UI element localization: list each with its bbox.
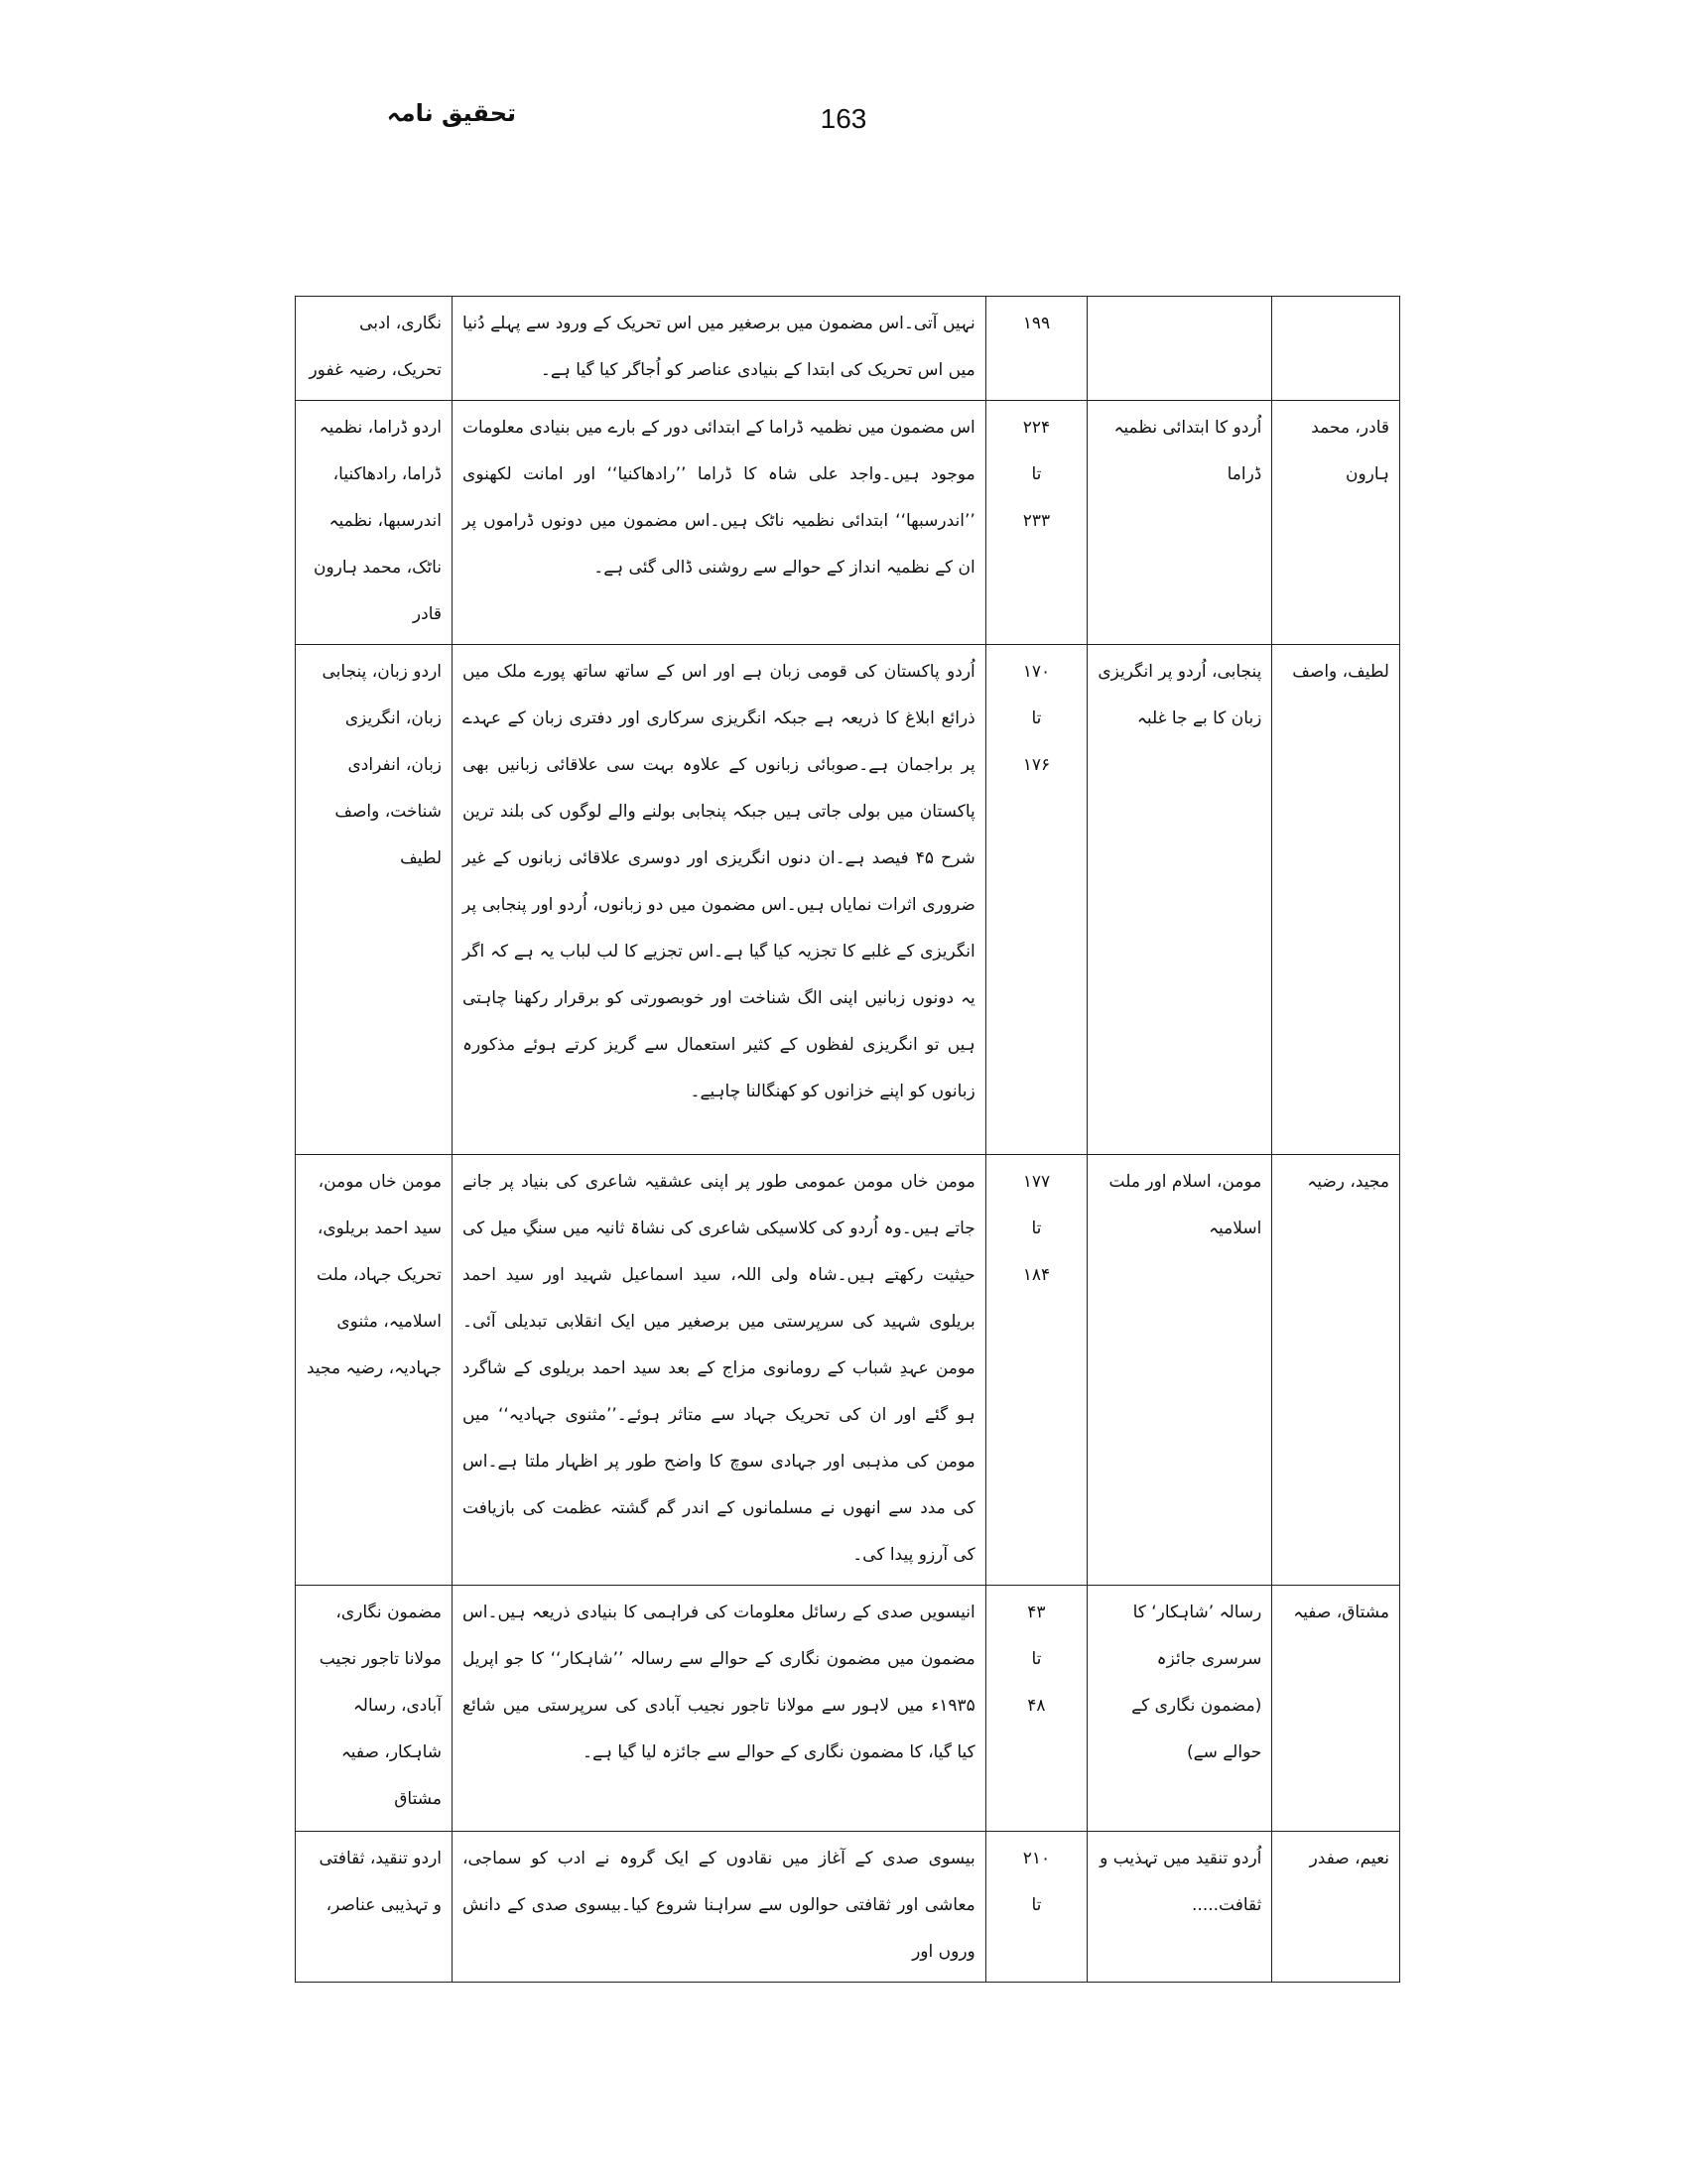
pages-cell [985,1155,1087,1586]
table-row [296,401,1400,645]
page-range-end: ۲۳۳ [1022,511,1051,531]
page-range-start: ۱۷۷ [1022,1172,1051,1192]
author-cell: مشتاق، صفیہ [1272,1586,1400,1832]
page-range-start: ۴۳ [1027,1603,1046,1622]
pages-cell [985,297,1087,401]
title-cell: پنجابی، اُردو پر انگریزی زبان کا بے جا غلبہ [1088,645,1272,1155]
keywords-cell: مضمون نگاری، مولانا تاجور نجیب آبادی، رسالہ شاہکار، صفیہ مشتاق [296,1586,453,1832]
page-range-start: ۲۱۰ [1022,1849,1051,1868]
title-cell: مومن، اسلام اور ملت اسلامیہ [1088,1155,1272,1586]
summary-cell: نہیں آتی۔اس مضمون میں برصغیر میں اس تحریک کے ورود سے پہلے دُنیا میں اس تحریک کی ابتدا کے بنیادی عناصر کو اُجاگر کیا گیا ہے۔ [453,297,986,401]
summary-cell: انیسویں صدی کے رسائل معلومات کی فراہمی کا بنیادی ذریعہ ہیں۔اس مضمون میں مضمون نگاری کے حوالے سے رسالہ ’’شاہکار‘‘ کا جو اپریل ۱۹۳۵ء میں لاہور سے مولانا تاجور نجیب آبادی کی سرپرستی میں شائع کیا گیا، کا مضمون نگاری کے حوالے سے جائزہ لیا گیا ہے۔ [453,1586,986,1832]
article-index-table [295,296,1400,1983]
author-cell [1272,297,1400,401]
table-row [296,1155,1400,1586]
title-cell: رسالہ ’شاہکار‘ کا سرسری جائزہ (مضمون نگاری کے حوالے سے) [1088,1586,1272,1832]
summary-cell: بیسوی صدی کے آغاز میں نقادوں کے ایک گروہ نے ادب کو سماجی، معاشی اور ثقافتی حوالوں سے سراہنا شروع کیا۔بیسوی صدی کے دانش وروں اور [453,1832,986,1983]
title-cell: اُردو تنقید میں تہذیب و ثقافت..... [1088,1832,1272,1983]
page-range-start: ۲۲۴ [1022,418,1051,438]
pages-cell [985,1586,1087,1832]
keywords-cell: اردو زبان، پنجابی زبان، انگریزی زبان، انفرادی شناخت، واصف لطیف [296,645,453,1155]
pages-cell [985,645,1087,1155]
page-range-separator: تا [1031,1895,1042,1915]
table-row [296,297,1400,401]
table-row [296,645,1400,1155]
author-cell: مجید، رضیہ [1272,1155,1400,1586]
keywords-cell: اردو ڈراما، نظمیہ ڈراما، رادھاکنیا، اندرسبھا، نظمیہ ناٹک، محمد ہارون قادر [296,401,453,645]
page-range-separator: تا [1031,464,1042,484]
page-number: 163 [820,103,867,134]
keywords-cell: نگاری، ادبی تحریک، رضیہ غفور [296,297,453,401]
summary-cell: اُردو پاکستان کی قومی زبان ہے اور اس کے ساتھ ساتھ پورے ملک میں ذرائع ابلاغ کا ذریعہ ہے جبکہ انگریزی سرکاری اور دفتری زبان کے عہدے پر براجمان ہے۔صوبائی زبانوں کے علاوہ بہت سی علاقائی زبانیں بھی پاکستان میں بولی جاتی ہیں جبکہ پنجابی بولنے والے لوگوں کی بلند ترین شرح ۴۵ فیصد ہے۔ان دنوں انگریزی اور دوسری علاقائی زبانوں کے غیر ضروری اثرات نمایاں ہیں۔اس مضمون میں دو زبانوں، اُردو اور پنجابی پر انگریزی کے غلبے کا تجزیہ کیا گیا ہے۔اس تجزیے کا لب لباب یہ ہے کہ اگر یہ دونوں زبانیں اپنی الگ شناخت اور خوبصورتی کو برقرار رکھنا چاہتی ہیں تو انگریزی لفظوں کے کثیر استعمال سے گریز کرتے ہوئے مذکورہ زبانوں کو اپنے خزانوں کو کھنگالنا چاہیے۔ [453,645,986,1155]
author-cell: نعیم، صفدر [1272,1832,1400,1983]
page-range-end: ۱۸۴ [1022,1265,1051,1285]
page-range-separator: تا [1031,708,1042,728]
summary-cell: مومن خاں مومن عمومی طور پر اپنی عشقیہ شاعری کی بنیاد پر جانے جاتے ہیں۔وہ اُردو کی کلاسیکی شاعری کی نشاۃ ثانیہ میں سنگِ میل کی حیثیت رکھتے ہیں۔شاہ ولی اللہ، سید اسماعیل شہید اور سید احمد بریلوی شہید کی سرپرستی میں برصغیر میں ایک انقلابی تبدیلی آئی۔مومن عہدِ شباب کے رومانوی مزاج کے بعد سید احمد بریلوی کے شاگرد ہو گئے اور ان کی تحریک جہاد سے متاثر ہوئے۔’’مثنوی جہادیہ‘‘ میں مومن کی مذہبی اور جہادی سوچ کا واضح طور پر اظہار ملتا ہے۔اس کی مدد سے انھوں نے مسلمانوں کے اندر گم گشتہ عظمت کی بازیافت کی آرزو پیدا کی۔ [453,1155,986,1586]
table-body [296,297,1400,1983]
table-row [296,1586,1400,1832]
page-range-start: ۱۷۰ [1022,662,1051,682]
page-range-separator: تا [1031,1219,1042,1238]
pages-cell [985,401,1087,645]
keywords-cell: مومن خاں مومن، سید احمد بریلوی، تحریک جہاد، ملت اسلامیہ، مثنوی جہادیہ، رضیہ مجید [296,1155,453,1586]
summary-cell: اس مضمون میں نظمیہ ڈراما کے ابتدائی دور کے بارے میں بنیادی معلومات موجود ہیں۔واجد علی شاہ کا ڈراما ’’رادھاکنیا‘‘ اور امانت لکھنوی ’’اندرسبھا‘‘ ابتدائی نظمیہ ناٹک ہیں۔اس مضمون میں دونوں ڈراموں پر ان کے نظمیہ انداز کے حوالے سے روشنی ڈالی گئی ہے۔ [453,401,986,645]
author-cell: قادر، محمد ہارون [1272,401,1400,645]
journal-name: تحقیق نامہ [386,99,516,127]
table-row [296,1832,1400,1983]
author-cell: لطیف، واصف [1272,645,1400,1155]
pages-cell [985,1832,1087,1983]
page-range-end: ۱۷۶ [1022,755,1051,775]
title-cell [1088,297,1272,401]
title-cell: اُردو کا ابتدائی نظمیہ ڈراما [1088,401,1272,645]
keywords-cell: اردو تنقید، ثقافتی و تہذیبی عناصر، [296,1832,453,1983]
page-range-separator: تا [1031,1649,1042,1669]
page-range-end: ۴۸ [1027,1696,1046,1716]
page-range-start: ۱۹۹ [1022,314,1051,333]
